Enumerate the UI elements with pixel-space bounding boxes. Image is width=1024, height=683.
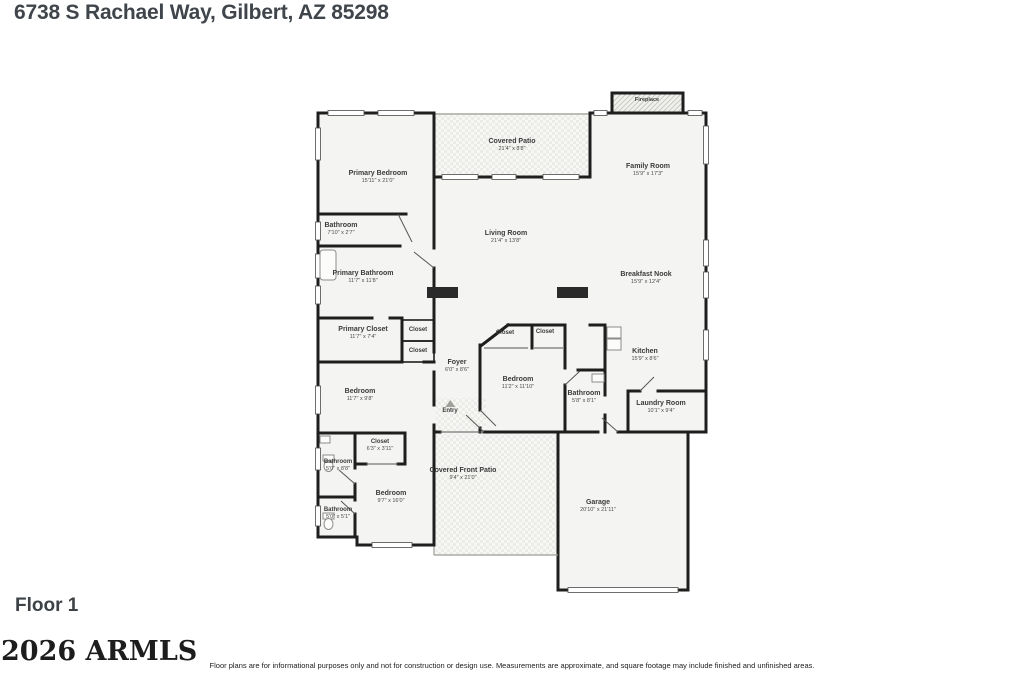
room-label-primary-closet: Primary Closet 11'7" x 7'4" xyxy=(338,326,388,341)
floor-label: Floor 1 xyxy=(15,595,79,616)
room-label-living-room: Living Room 21'4" x 13'8" xyxy=(484,230,528,245)
room-label-covered-patio: Covered Patio 21'4" x 8'8" xyxy=(488,138,536,153)
room-label-breakfast-nook: Breakfast Nook 15'9" x 12'4" xyxy=(620,271,672,286)
room-label-bathroom-3: Bathroom 5'0" x 8'8" xyxy=(323,459,353,472)
room-label-bathroom-2: Bathroom 5'8" x 8'1" xyxy=(567,390,601,405)
page-title: 6738 S Rachael Way, Gilbert, AZ 85298 xyxy=(14,1,389,24)
disclaimer: Floor plans are for informational purposes only and not for construction or design use. Measurements are approximate, and square footage may include finished and unfinished areas. xyxy=(209,661,815,670)
garage-door xyxy=(568,588,678,593)
room-label-closet-d: Closet xyxy=(535,329,555,335)
room-label-foyer: Foyer 6'0" x 8'6" xyxy=(444,359,470,374)
room-label-closet-a: Closet xyxy=(408,327,428,333)
room-label-family-room: Family Room 15'9" x 17'3" xyxy=(626,163,670,178)
room-label-bedroom-4: Bedroom 9'7" x 16'0" xyxy=(375,490,407,505)
room-label-fireplace: Fireplace xyxy=(634,97,660,103)
room-label-garage: Garage 20'10" x 21'11" xyxy=(580,499,616,514)
room-label-bedroom-2: Bedroom 11'2" x 11'10" xyxy=(501,376,535,391)
room-label-covered-front-patio: Covered Front Patio 9'4" x 21'0" xyxy=(429,467,497,482)
room-label-primary-bathroom: Primary Bathroom 11'7" x 11'8" xyxy=(332,270,394,285)
room-label-primary-bedroom: Primary Bedroom 15'11" x 21'0" xyxy=(348,170,408,185)
room-label-closet-c: Closet xyxy=(495,330,515,336)
room-label-kitchen: Kitchen 15'9" x 8'6" xyxy=(631,348,659,363)
room-label-closet-b: Closet xyxy=(408,348,428,354)
room-label-entry: Entry xyxy=(442,400,457,415)
armls-watermark: 2026 ARMLS xyxy=(1,636,198,667)
covered-front-patio-area xyxy=(436,434,556,554)
room-label-bathroom-4: Bathroom 5'0" x 5'1" xyxy=(323,507,353,520)
room-label-closet-e: Closet 6'3" x 3'11" xyxy=(366,439,394,452)
room-label-bathroom-1: Bathroom 7'10" x 2'7" xyxy=(324,222,358,237)
room-label-bedroom-3: Bedroom 11'7" x 9'8" xyxy=(344,388,376,403)
entry-marker-icon xyxy=(445,400,455,407)
room-label-laundry-room: Laundry Room 10'1" x 9'4" xyxy=(636,400,686,415)
